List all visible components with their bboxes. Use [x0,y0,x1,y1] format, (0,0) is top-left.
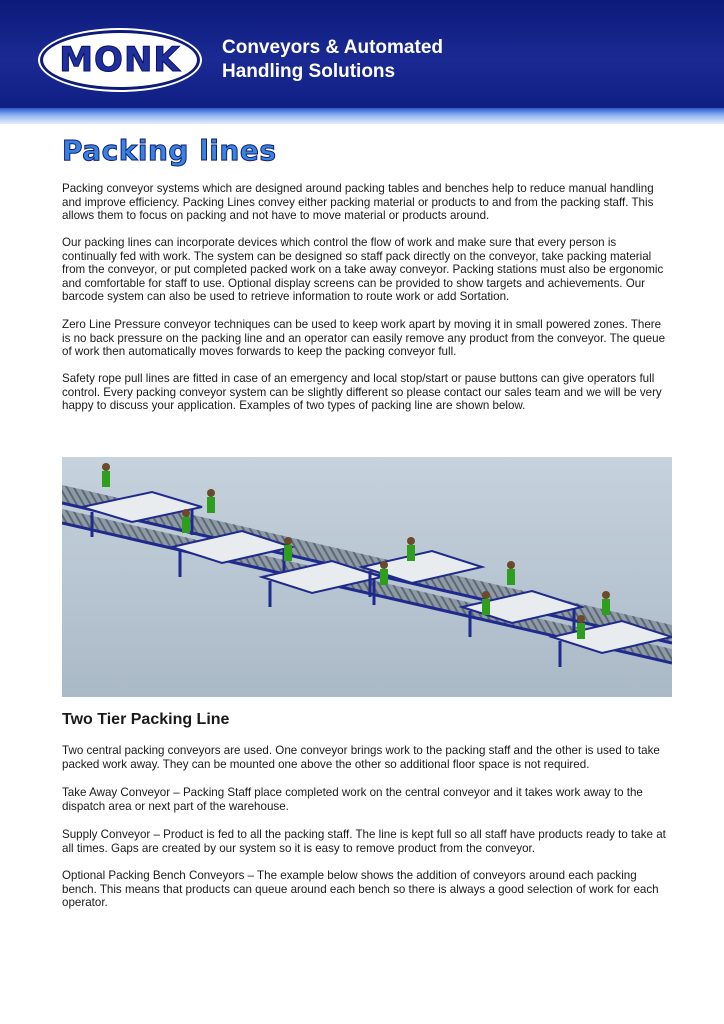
section-paragraph-3: Supply Conveyor – Product is fed to all the packing staff. The line is kept full so all staff have products ready to take at all times. Gaps are created by our system so it is easy to remove product from the conveyor. [62,828,666,855]
header-banner [0,0,724,108]
section-paragraph-4: Optional Packing Bench Conveyors – The example below shows the addition of conveyors around each packing bench. This means that products can queue around each bench so there is always a good selection of work for each operator. [62,869,659,910]
logo-text: MONK [59,40,181,80]
intro-paragraph-4: Safety rope pull lines are fitted in case of an emergency and local stop/start or pause buttons can give operators full control. Every packing conveyor system can be slightly different so please contact our sales team and we will be very happy to discuss your application. Examples of two types of packing line are shown below. [62,372,662,413]
tagline-line-1: Conveyors & Automated [222,37,443,58]
intro-paragraph-3: Zero Line Pressure conveyor techniques can be used to keep work apart by moving it in small powered zones. There is no back pressure on the packing line and an operator can easily remove any product from the conveyor. The queue of work then automatically moves forwards to keep the packing conveyor full. [62,318,666,359]
section-paragraph-2: Take Away Conveyor – Packing Staff place completed work on the central conveyor and it takes work away to the dispatch area or next part of the warehouse. [62,786,643,813]
company-tagline [222,36,522,84]
intro-paragraph-2: Our packing lines can incorporate devices which control the flow of work and make sure that every person is continually fed with work. The system can be designed so staff pack directly on the conveyor, take packing material from the conveyor, or put completed packed work on a take away conveyor. Packing stations must also be ergonomic and comfortable for staff to use. Optional display screens can be provided to show targets and achievements. Our barcode system can also be used to retrieve information to route work or add Sortation. [62,236,664,304]
section-paragraph-1: Two central packing conveyors are used. One conveyor brings work to the packing staff and the other is used to take packed work away. They can be mounted one above the other so additional floor space is not required. [62,744,660,771]
tagline-line-2: Handling Solutions [222,61,396,82]
section-heading: Two Tier Packing Line [62,711,230,728]
intro-paragraph-1: Packing conveyor systems which are designed around packing tables and benches help to reduce manual handling and improve efficiency. Packing Lines convey either packing material or products to and from the packing staff. This allows them to focus on packing and not have to move material or products around. [62,182,654,223]
page-title: Packing lines [62,134,277,167]
monk-logo [40,30,200,90]
packing-line-illustration [62,457,672,697]
packing-line-render-image [62,457,672,697]
header-gradient-strip [0,108,724,124]
